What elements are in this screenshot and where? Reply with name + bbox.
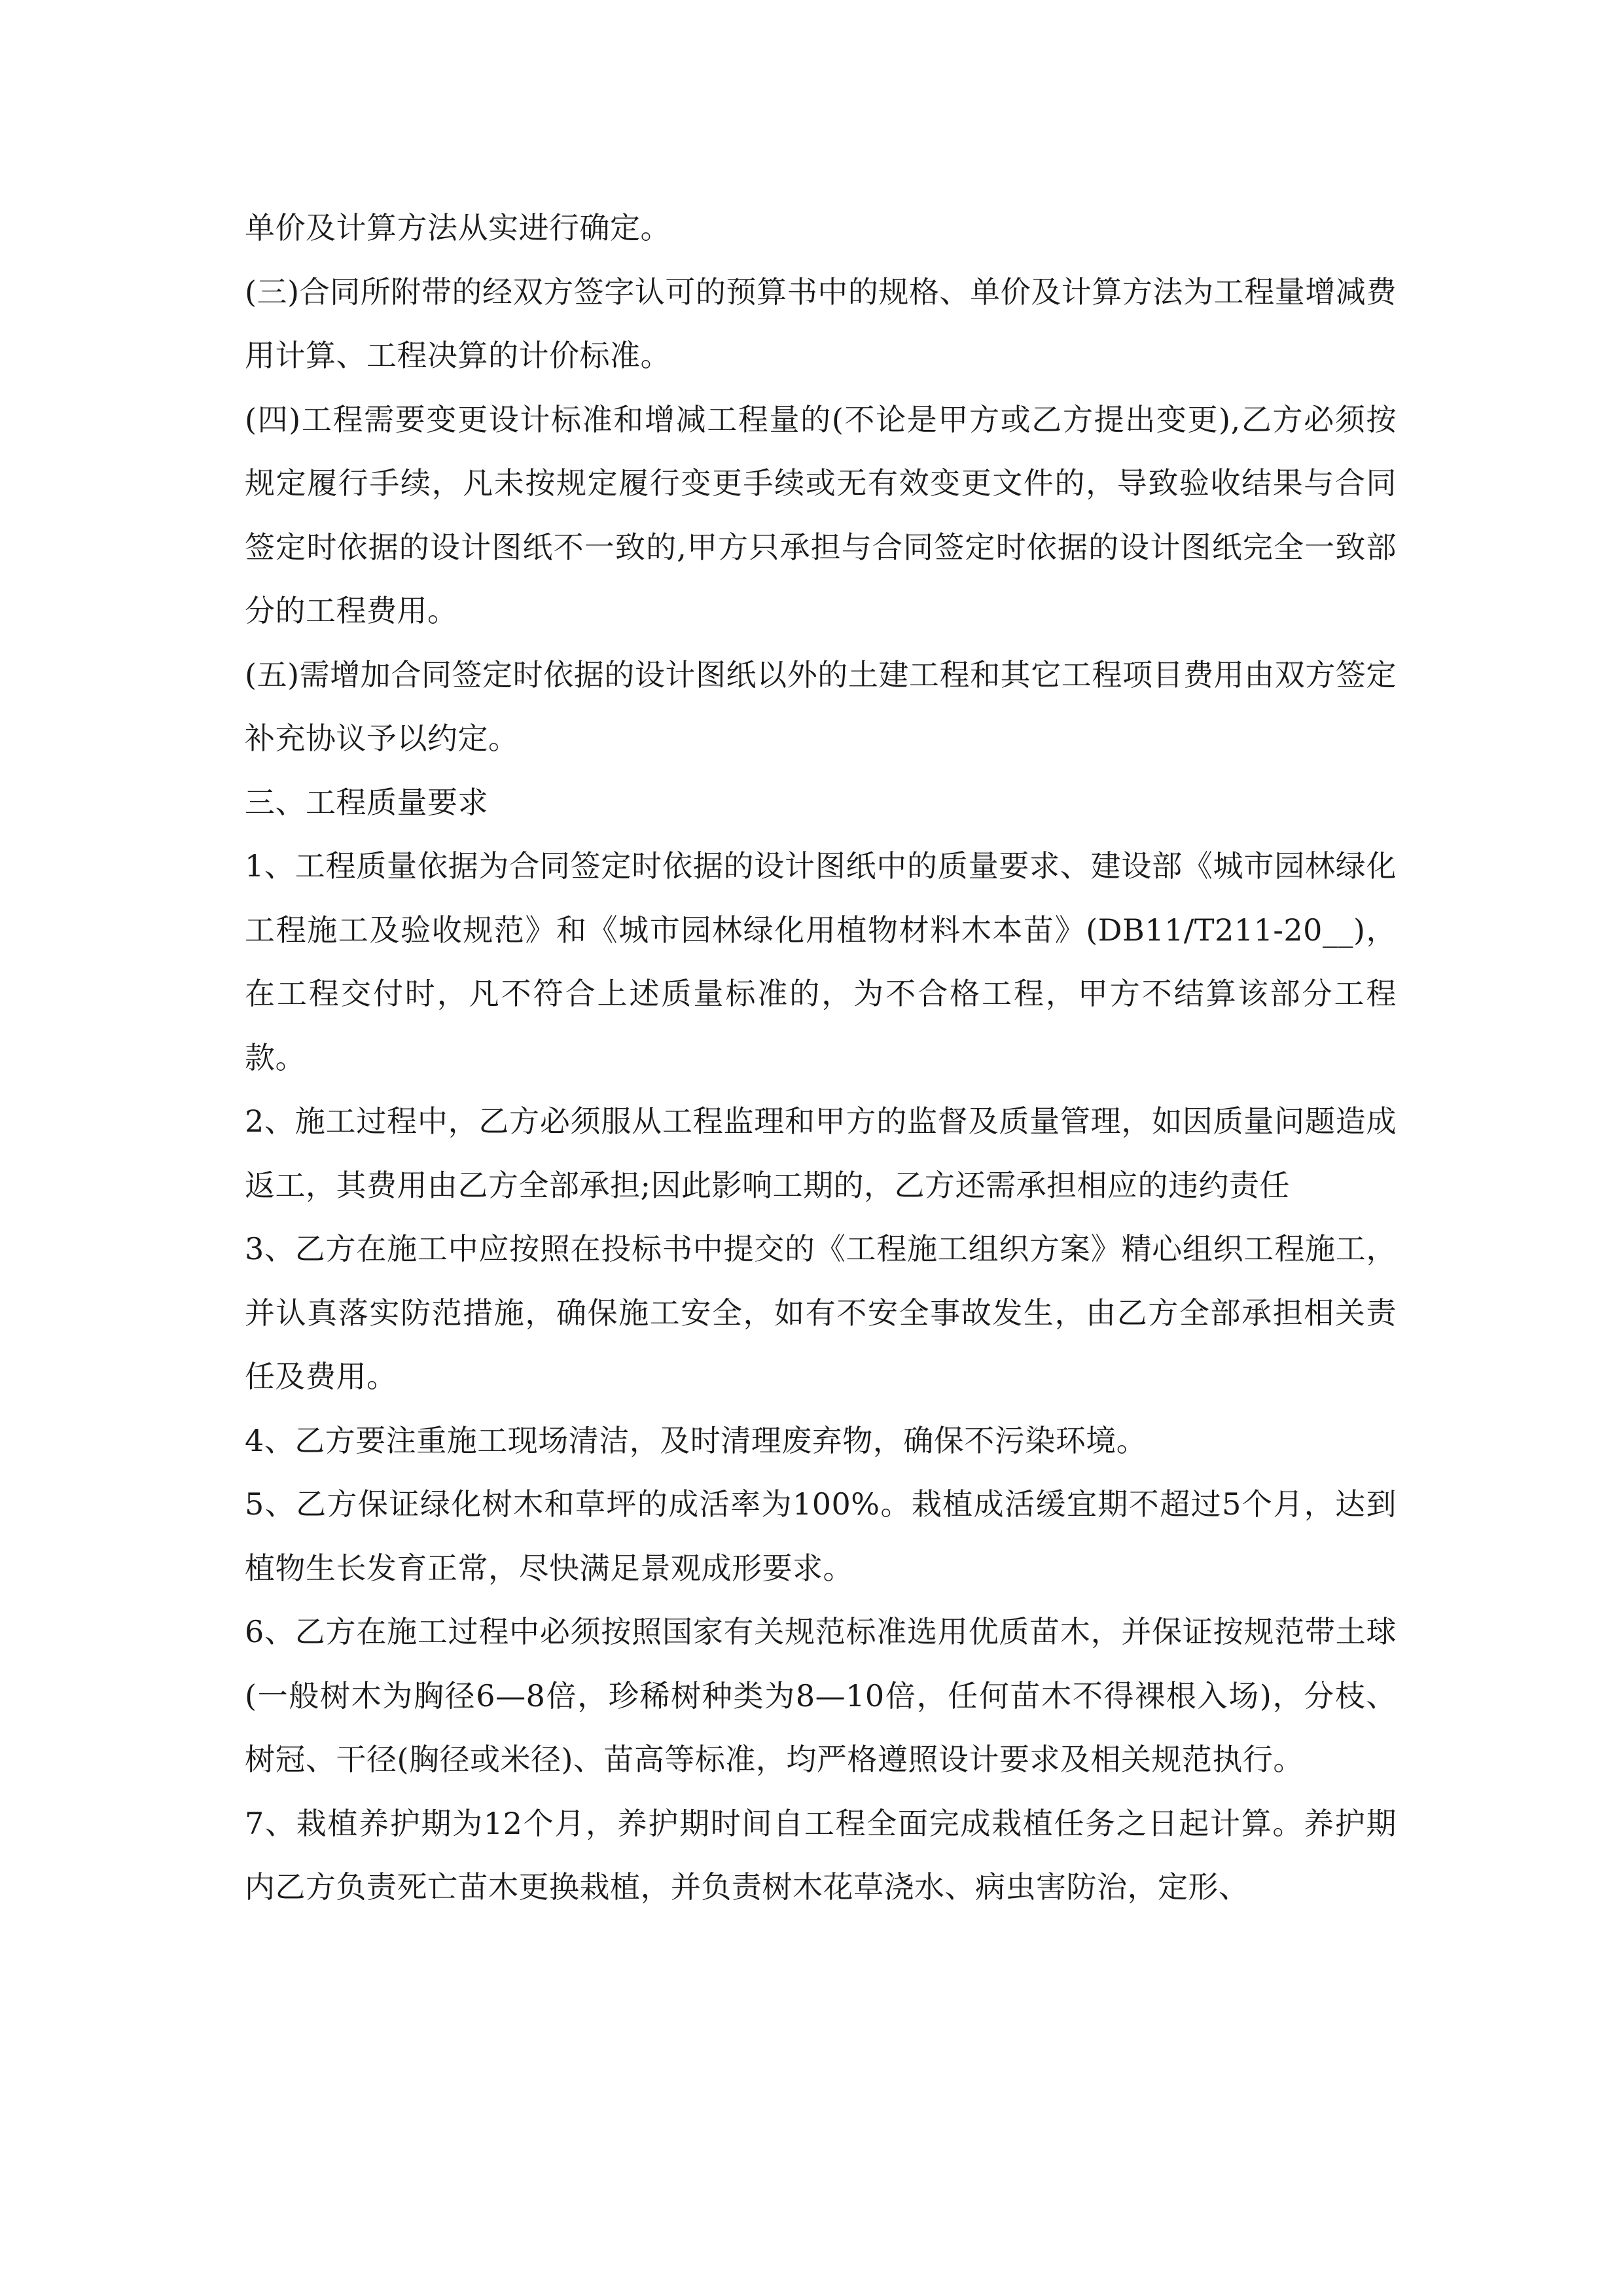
paragraph-item-2: 2、施工过程中，乙方必须服从工程监理和甲方的监督及质量管理，如因质量问题造成返工，其费用由乙方全部承担;因此影响工期的，乙方还需承担相应的违约责任 — [245, 1103, 1397, 1203]
paragraph-item-3: 3、乙方在施工中应按照在投标书中提交的《工程施工组织方案》精心组织工程施工，并认真落实防范措施，确保施工安全，如有不安全事故发生，由乙方全部承担相关责任及费用。 — [245, 1231, 1397, 1394]
paragraph-clause-5: (五)需增加合同签定时依据的设计图纸以外的土建工程和其它工程项目费用由双方签定补充协议予以约定。 — [245, 656, 1397, 756]
paragraph-item-7: 7、栽植养护期为12个月，养护期时间自工程全面完成栽植任务之日起计算。养护期内乙方负责死亡苗木更换栽植，并负责树木花草浇水、病虫害防治，定形、 — [245, 1805, 1397, 1905]
section-heading-quality: 三、工程质量要求 — [245, 784, 488, 820]
document-body — [245, 196, 1397, 1920]
paragraph-item-5: 5、乙方保证绿化树木和草坪的成活率为100%。栽植成活缓宜期不超过5个月，达到植物生长发育正常，尽快满足景观成形要求。 — [245, 1486, 1397, 1586]
paragraph-clause-4: (四)工程需要变更设计标准和增减工程量的(不论是甲方或乙方提出变更),乙方必须按规定履行手续，凡未按规定履行变更手续或无有效变更文件的，导致验收结果与合同签定时依据的设计图纸不一致的,甲方只承担与合同签定时依据的设计图纸完全一致部分的工程费用。 — [245, 401, 1397, 628]
paragraph-clause-3: (三)合同所附带的经双方签字认可的预算书中的规格、单价及计算方法为工程量增减费用计算、工程决算的计价标准。 — [245, 274, 1397, 373]
paragraph-unit-price-continuation: 单价及计算方法从实进行确定。 — [245, 210, 671, 245]
paragraph-item-6: 6、乙方在施工过程中必须按照国家有关规范标准选用优质苗木，并保证按规范带土球(一般树木为胸径6—8倍，珍稀树种类为8—10倍，任何苗木不得裸根入场)，分枝、树冠、干径(胸径或米径)、苗高等标准，均严格遵照设计要求及相关规范执行。 — [245, 1614, 1397, 1777]
paragraph-item-4: 4、乙方要注重施工现场清洁，及时清理废弃物，确保不污染环境。 — [245, 1422, 1147, 1458]
paragraph-item-1: 1、工程质量依据为合同签定时依据的设计图纸中的质量要求、建设部《城市园林绿化工程施工及验收规范》和《城市园林绿化用植物材料木本苗》(DB11/T211-20__)，在工程交付时，凡不符合上述质量标准的，为不合格工程，甲方不结算该部分工程款。 — [245, 848, 1397, 1075]
